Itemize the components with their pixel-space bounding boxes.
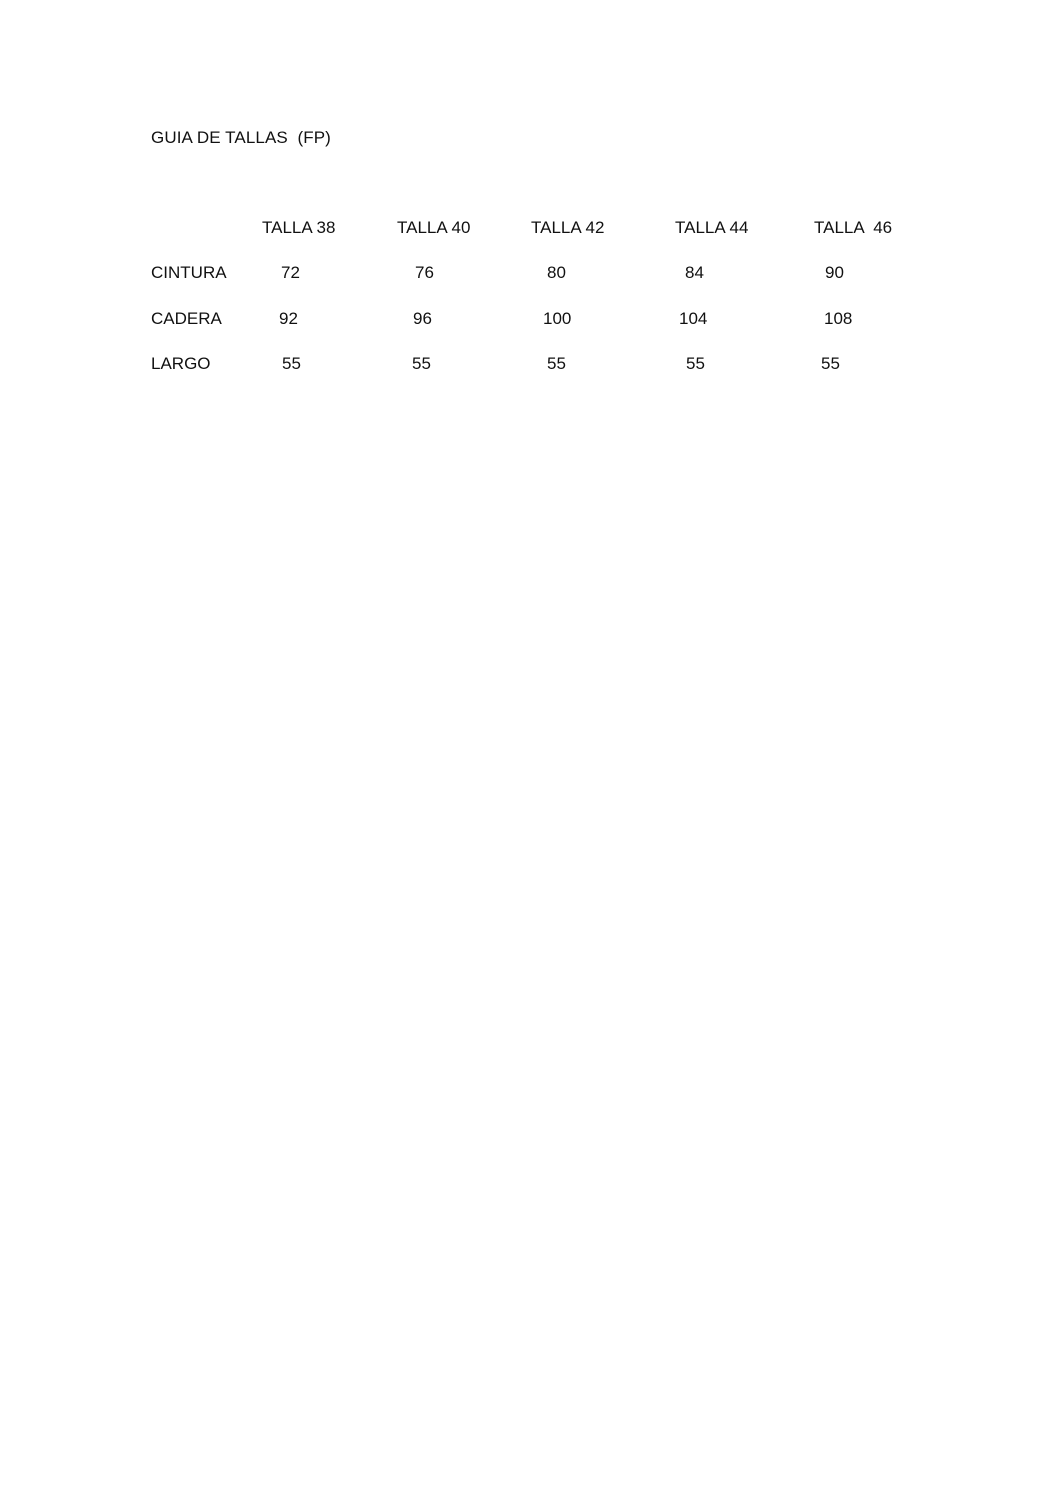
table-cell: 55 <box>412 354 431 373</box>
table-cell: 90 <box>825 263 844 282</box>
table-cell: 100 <box>543 309 572 328</box>
document-title: GUIA DE TALLAS (FP) <box>151 128 331 147</box>
table-cell: 55 <box>282 354 301 373</box>
table-cell: 104 <box>679 309 708 328</box>
table-cell: 55 <box>686 354 705 373</box>
table-cell: 84 <box>685 263 704 282</box>
table-cell: 55 <box>547 354 566 373</box>
header-talla-40: TALLA 40 <box>397 218 471 237</box>
table-cell: 96 <box>413 309 432 328</box>
table-cell: 72 <box>281 263 300 282</box>
table-cell: 92 <box>279 309 298 328</box>
table-cell: 80 <box>547 263 566 282</box>
table-cell: 76 <box>415 263 434 282</box>
table-cell: 55 <box>821 354 840 373</box>
header-talla-44: TALLA 44 <box>675 218 749 237</box>
row-label-cintura: CINTURA <box>151 263 227 282</box>
row-label-cadera: CADERA <box>151 309 222 328</box>
header-talla-46: TALLA 46 <box>814 218 893 237</box>
table-cell: 108 <box>824 309 853 328</box>
row-label-largo: LARGO <box>151 354 211 373</box>
header-talla-42: TALLA 42 <box>531 218 605 237</box>
header-talla-38: TALLA 38 <box>262 218 336 237</box>
